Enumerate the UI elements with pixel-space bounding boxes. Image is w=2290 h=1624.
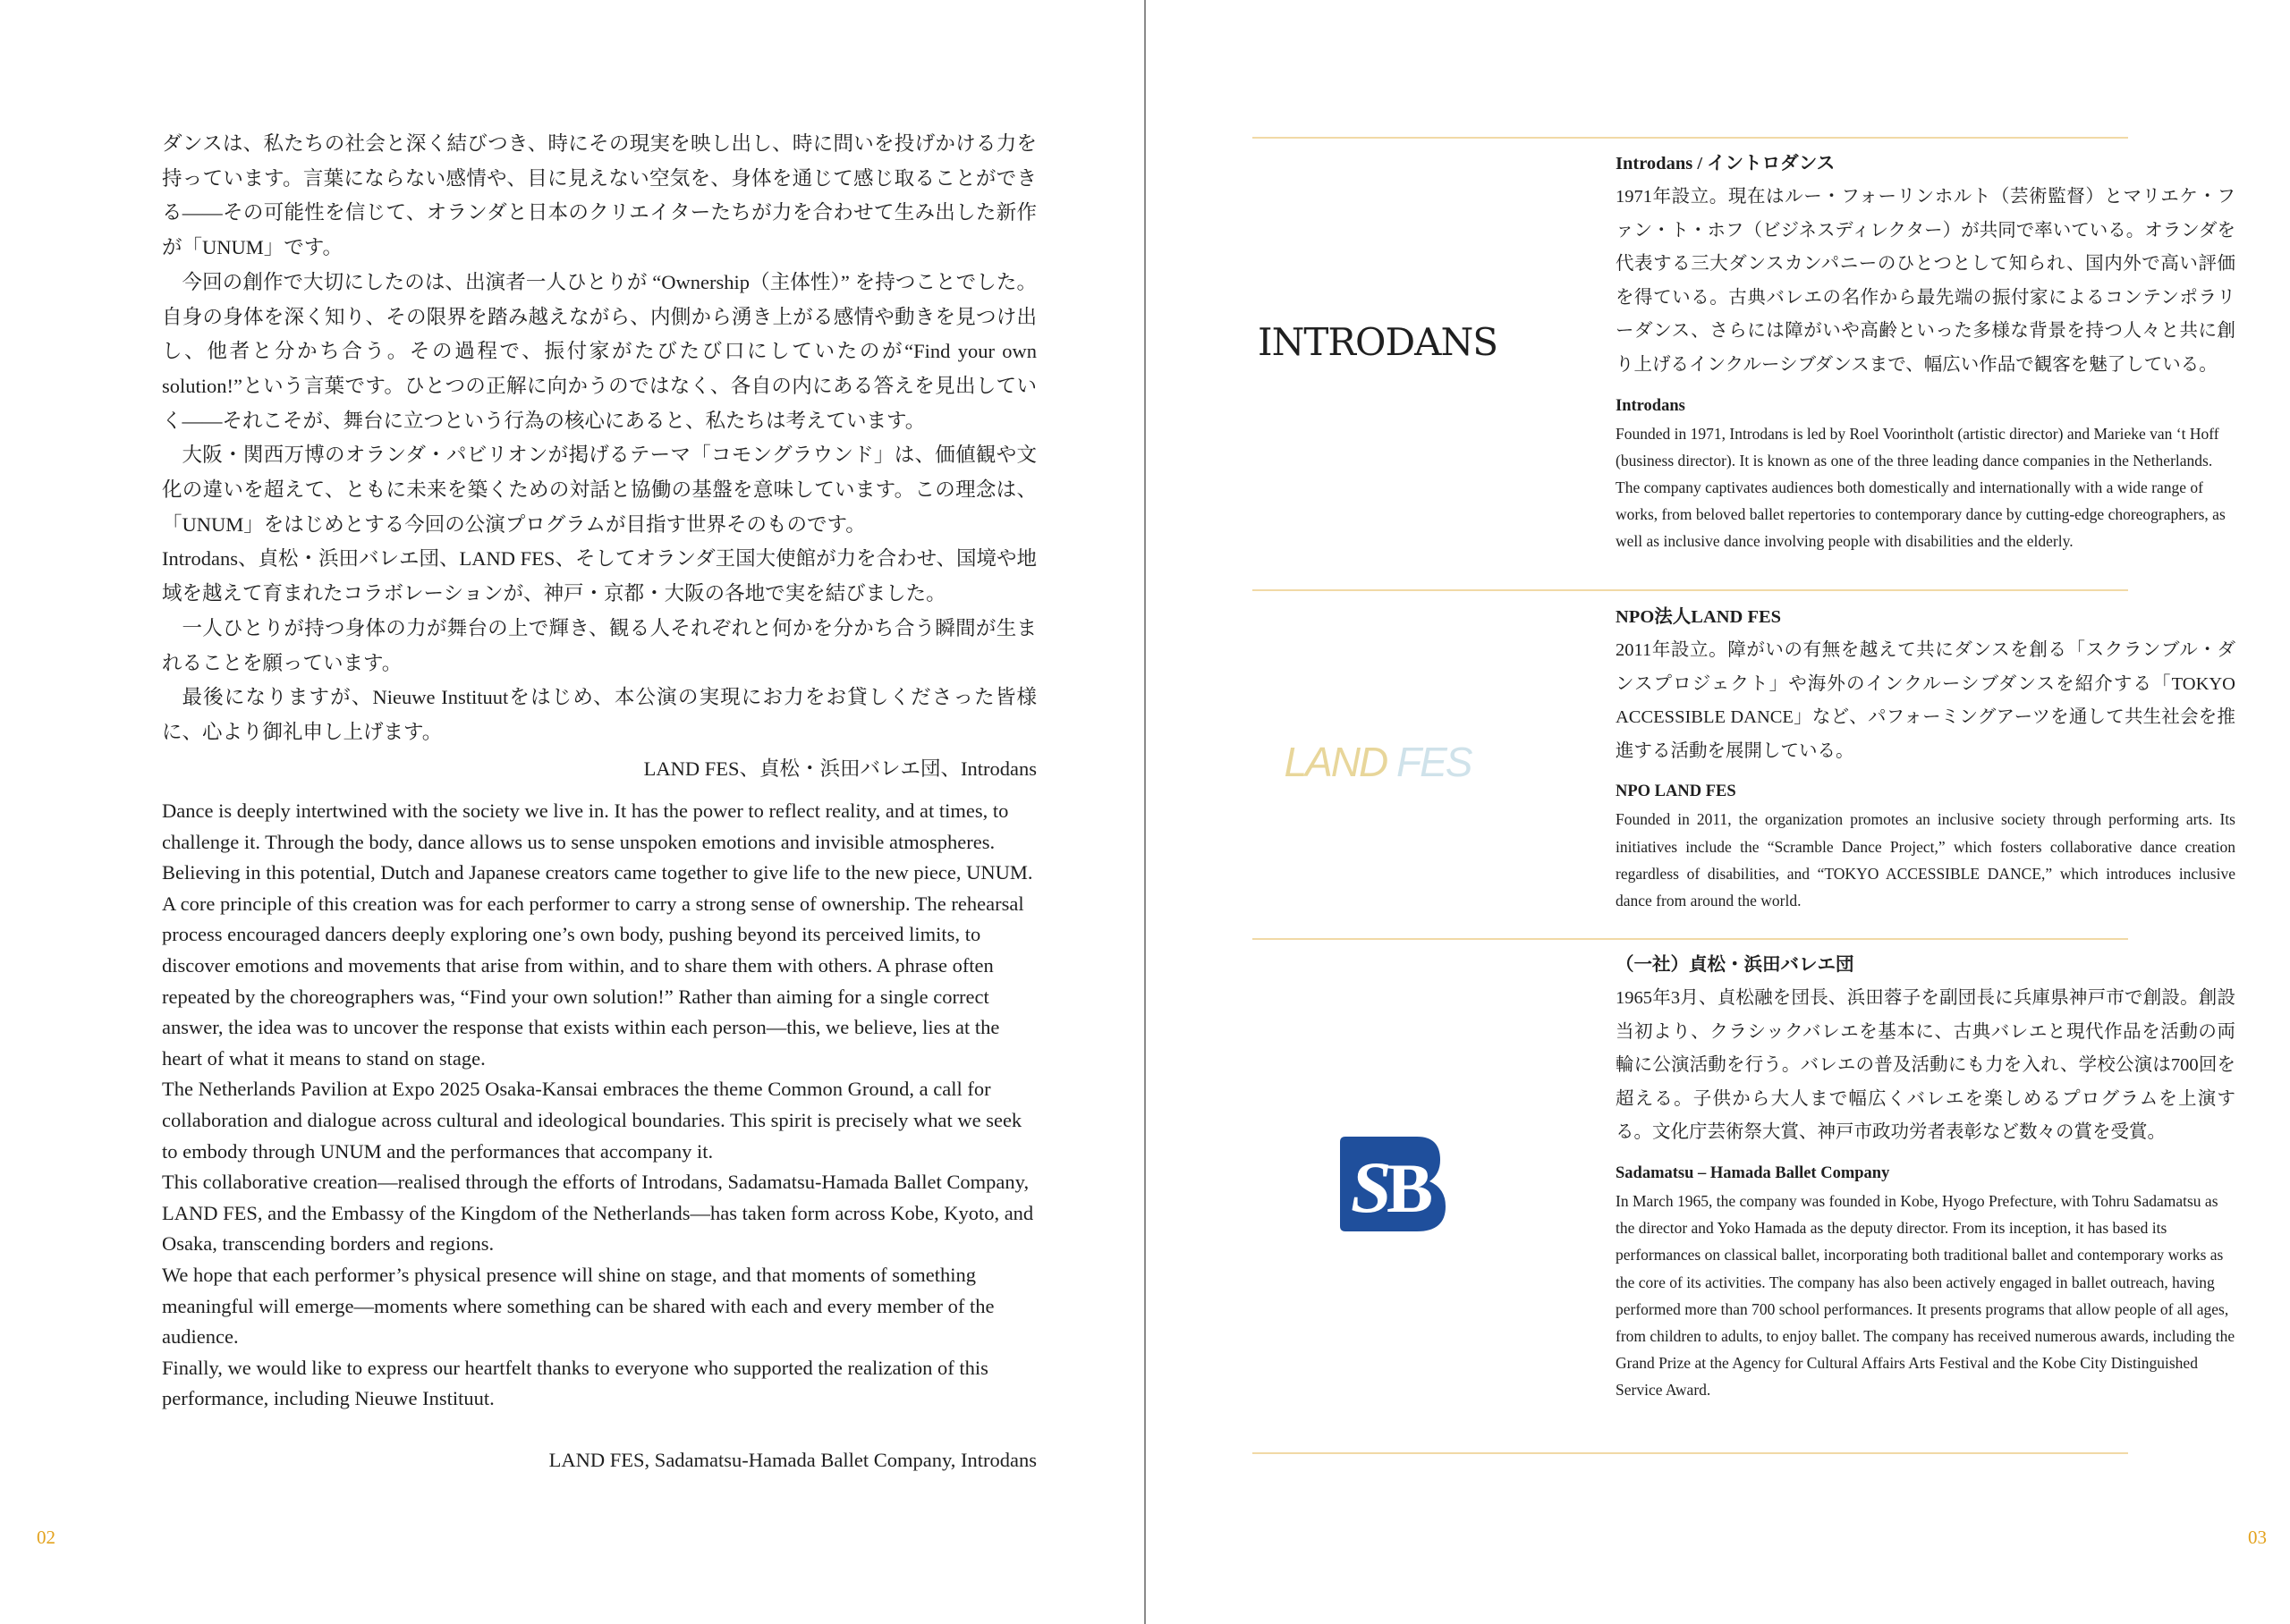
landfes-logo-fes: FES [1396,739,1472,785]
svg-text:B: B [1387,1149,1434,1227]
landfes-body-en: Founded in 2011, the organization promotes an inclusive society through performing arts. Its initiatives include the “Scramble Dance Project,” which fosters collaborative dance creation regardless of disabilities, and “TOKYO ACCESSIBLE DANCE,” which introduces inclusive dance from around the world. [1616,810,2235,909]
sb-body-jp: 1965年3月、貞松融を団長、浜田蓉子を副団長に兵庫県神戸市で創設。創設当初より、クラシックバレエを基本に、古典バレエと現代作品を活動の両輪に公演活動を行う。バレエの普及活動にも力を入れ、学校公演は700回を超える。子供から大人まで幅広くバレエを楽しめるプログラムを上演する。文化庁芸術祭大賞、神戸市政功労者表彰など数々の賞を受賞。 [1616,988,2235,1143]
en-paragraph-3: The Netherlands Pavilion at Expo 2025 Osaka-Kansai embraces the theme Common Ground, a call for collaboration and dialogue across cultural and ideological boundaries. This spirit is precisely what we seek to embody through UNUM and the performances that accompany it. [162,1078,1022,1163]
jp-paragraph-1: ダンスは、私たちの社会と深く結びつき、時にその現実を映し出し、時に問いを投げかける力を持っています。言葉にならない感情や、目に見えない空気を、身体を通じて感じ取ることができる——その可能性を信じて、オランダと日本のクリエイターたちが力を合わせて生み出した新作が「UNUM」です。 [162,132,1037,259]
section-rule [1252,1452,2128,1454]
introdans-logo: INTRODANS [1258,320,1497,364]
japanese-message [162,127,1037,786]
landfes-title-en: NPO LAND FES [1616,782,1736,801]
left-page [0,0,1144,1624]
page-number-right: 03 [2248,1527,2267,1548]
section-rule [1252,938,2128,940]
sb-title-jp: （一社）貞松・浜田バレエ団 [1616,955,1854,975]
landfes-logo [1252,738,1503,786]
sb-logo-icon [1252,1126,1487,1233]
org-sadamatsu-hamada [1252,952,2235,1452]
landfes-body-jp: 2011年設立。障がいの有無を越えて共にダンスを創る「スクランブル・ダンスプロジェクト」や海外のインクルーシブダンスを紹介する「TOKYO ACCESSIBLE DANCE」など、パフォーミングアーツを通して共生社会を推進する活動を展開している。 [1616,640,2235,761]
landfes-logo-land: LAND [1284,739,1387,785]
jp-paragraph-3: 大阪・関西万博のオランダ・パビリオンが掲げるテーマ「コモングラウンド」は、価値観や文化の違いを超えて、ともに未来を築くための対話と協働の基盤を意味しています。この理念は、「UNUM」をはじめとする今回の公演プログラムが目指す世界そのものです。 [162,444,1037,536]
jp-signature: LAND FES、貞松・浜田バレエ団、Introdans [643,757,1037,780]
introdans-body-jp: 1971年設立。現在はルー・フォーリンホルト（芸術監督）とマリエケ・ファン・ト・ホフ（ビジネスディレクター）が共同で率いている。オランダを代表する三大ダンスカンパニーのひとつとして知られ、国内外で高い評価を得ている。古典バレエの名作から最先端の振付家によるコンテンポラリーダンス、さらには障がいや高齢といった多様な背景を持つ人々と共に創り上げるインクルーシブダンスまで、幅広い作品で観客を魅了している。 [1616,187,2235,375]
en-paragraph-4: This collaborative creation—realised through the efforts of Introdans, Sadamatsu-Hamada Ballet Company, LAND FES, and the Embassy of the Kingdom of the Netherlands—has taken form across Kobe, Kyoto, and Osaka, transcending borders and regions. [162,1171,1034,1256]
jp-paragraph-4: Introdans、貞松・浜田バレエ団、LAND FES、そしてオランダ王国大使館が力を合わせ、国境や地域を越えて育まれたコラボレーションが、神戸・京都・大阪の各地で実を結びました。 [162,547,1037,605]
section-rule [1252,589,2128,591]
introdans-body-en: Founded in 1971, Introdans is led by Roel Voorintholt (artistic director) and Marieke van ‘t Hoff (business director). It is known as one of the three leading dance companies in the Netherlands. The company captivates audiences both domestically and internationally with a wide range of works, from beloved ballet repertories to contemporary dance by cutting-edge choreographers, as well as inclusive dance involving people with disabilities and the elderly. [1616,424,2226,551]
sb-text [1616,952,2235,1404]
english-message [162,796,1037,1476]
en-paragraph-2: A core principle of this creation was for each performer to carry a strong sense of ownership. The rehearsal process encouraged dancers deeply exploring one’s own body, pushing beyond its perceived limits, to discover emotions and movements that arise from within, and to share them with others. A phrase often repeated by the choreographers was, “Find your own solution!” Rather than aiming for a single correct answer, the idea was to uncover the response that exists within each person—this, we believe, lies at the heart of what it means to stand on stage. [162,892,1024,1070]
en-paragraph-6: Finally, we would like to express our heartfelt thanks to everyone who supported the realization of this performance, including Nieuwe Instituut. [162,1356,988,1410]
org-introdans [1252,150,2235,587]
en-paragraph-1: Dance is deeply intertwined with the society we live in. It has the power to reflect reality, and at times, to challenge it. Through the body, dance allows us to sense unspoken emotions and invisible atmospheres. Believing in this potential, Dutch and Japanese creators came together to give life to the new piece, UNUM. [162,799,1033,884]
introdans-text [1616,150,2235,555]
page-number-left: 02 [37,1527,55,1548]
sb-logo [1252,1126,1487,1238]
svg-text:S: S [1351,1146,1392,1228]
jp-paragraph-2: 今回の創作で大切にしたのは、出演者一人ひとりが “Ownership（主体性）” を持つことでした。自身の身体を深く知り、その限界を踏み越えながら、内側から湧き上がる感情や動きを見つけ出し、他者と分かち合う。その過程で、振付家がたびたび口にしていたのが“Find your own solution!”という言葉です。ひとつの正解に向かうのではなく、各自の内にある答えを見出していく——それこそが、舞台に立つという行為の核心にあると、私たちは考えています。 [162,270,1037,432]
org-landfes [1252,604,2235,935]
en-signature: LAND FES, Sadamatsu-Hamada Ballet Company, Introdans [548,1448,1037,1471]
sb-title-en: Sadamatsu – Hamada Ballet Company [1616,1163,1890,1182]
introdans-title-en: Introdans [1616,396,1685,415]
en-paragraph-5: We hope that each performer’s physical presence will shine on stage, and that moments of something meaningful will emerge—moments where something can be shared with each and every member of the audience. [162,1263,995,1349]
right-page [1146,0,2290,1624]
landfes-title-jp: NPO法人LAND FES [1616,607,1782,627]
sb-body-en: In March 1965, the company was founded in Kobe, Hyogo Prefecture, with Tohru Sadamatsu as the director and Yoko Hamada as the deputy director. From its inception, it has based its performances on classical ballet, incorporating both traditional ballet and contemporary works as the core of its activities. The company has also been actively engaged in ballet outreach, having performed more than 700 school performances. It presents programs that allow people of all ages, from children to adults, to enjoy ballet. The company has received numerous awards, including the Grand Prize at the Agency for Cultural Affairs Arts Festival and the Kobe City Distinguished Service Award. [1616,1191,2235,1400]
landfes-text [1616,604,2235,914]
section-rule [1252,137,2128,139]
jp-paragraph-5: 一人ひとりが持つ身体の力が舞台の上で輝き、観る人それぞれと何かを分かち合う瞬間が生まれることを願っています。 [162,616,1037,674]
jp-paragraph-6: 最後になりますが、Nieuwe Instituutをはじめ、本公演の実現にお力をお貸しくださった皆様に、心より御礼申し上げます。 [162,686,1037,743]
introdans-title-jp: Introdans / イントロダンス [1616,154,1836,173]
